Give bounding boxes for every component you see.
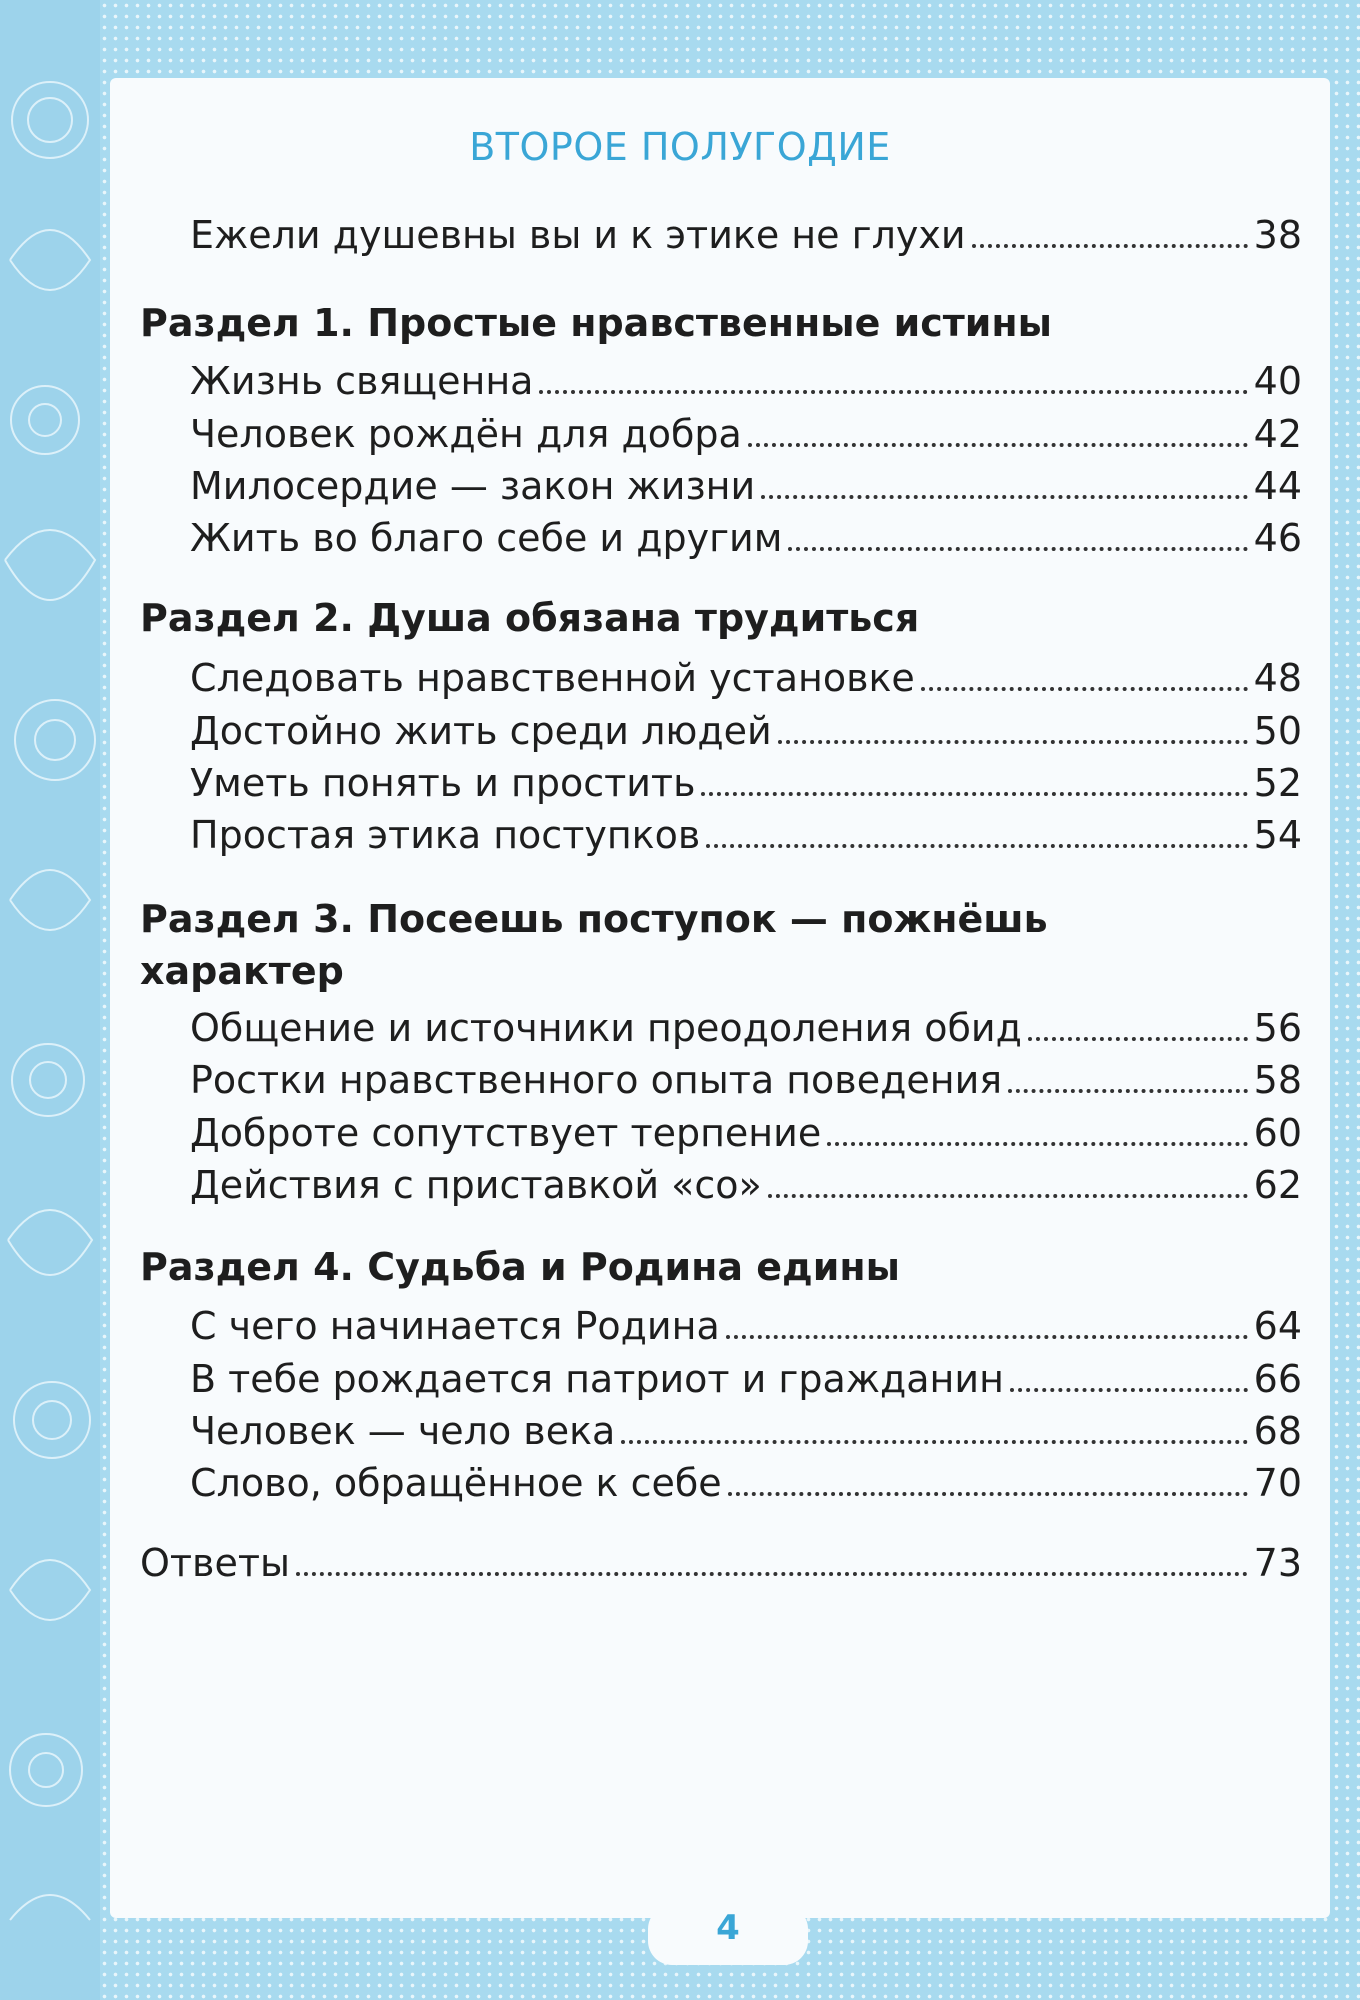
- toc-entry-title: Доброте сопутствует терпение: [190, 1111, 822, 1155]
- toc-leader-dots: [768, 1194, 1248, 1198]
- toc-entry-title: Человек — чело века: [190, 1409, 616, 1453]
- toc-entry-title: Ростки нравственного опыта поведения: [190, 1058, 1003, 1102]
- toc-entry-page: 50: [1253, 709, 1302, 753]
- toc-entry-title: Следовать нравственной установке: [190, 656, 915, 700]
- toc-entry-page: 56: [1253, 1006, 1302, 1050]
- toc-entry-title: Ежели душевны вы и к этике не глухи: [190, 213, 966, 257]
- toc-entry-title: Уметь понять и простить: [190, 761, 696, 805]
- toc-entry-title: Жить во благо себе и другим: [190, 516, 783, 560]
- toc-entry: [190, 411, 1302, 457]
- toc-entry-page: 64: [1253, 1304, 1302, 1348]
- toc-leader-dots: [921, 687, 1248, 691]
- toc-entry-title: Действия с приставкой «со»: [190, 1163, 762, 1207]
- toc-leader-dots: [1028, 1037, 1248, 1041]
- toc-entry-page: 44: [1253, 464, 1302, 508]
- toc-leader-dots: [827, 1142, 1247, 1146]
- toc-leader-dots: [788, 547, 1247, 551]
- half-year-heading: ВТОРОЕ ПОЛУГОДИЕ: [469, 125, 891, 169]
- toc-entry-title: В тебе рождается патриот и гражданин: [190, 1357, 1004, 1401]
- toc-entry-page: 62: [1253, 1163, 1302, 1207]
- section-heading: Раздел 3. Посеешь поступок — пожнёшь характер: [140, 897, 1048, 993]
- toc-entry-title: С чего начинается Родина: [190, 1304, 720, 1348]
- toc-entry: [190, 1110, 1302, 1156]
- toc-leader-dots: [972, 244, 1248, 248]
- toc-entry: [190, 1162, 1302, 1208]
- toc-entry-page: 42: [1253, 412, 1302, 456]
- toc-entry: [190, 655, 1302, 701]
- toc-entry-page: 68: [1253, 1409, 1302, 1453]
- toc-entry-title: Милосердие — закон жизни: [190, 464, 756, 508]
- toc-entry: [190, 1460, 1302, 1506]
- toc-leader-dots: [726, 1335, 1248, 1339]
- toc-entry-page: 48: [1253, 656, 1302, 700]
- toc-entry: [190, 1408, 1302, 1454]
- toc-entry-page: 38: [1253, 213, 1302, 257]
- toc-entry-title: Человек рождён для добра: [190, 412, 742, 456]
- toc-entry-title: Простая этика поступков: [190, 813, 701, 857]
- toc-entry-title: Ответы: [140, 1541, 290, 1585]
- toc-entry: [190, 358, 1302, 404]
- toc-entry: [190, 463, 1302, 509]
- toc-entry-page: 54: [1253, 813, 1302, 857]
- toc-entry-page: 70: [1253, 1461, 1302, 1505]
- toc-leader-dots: [748, 443, 1248, 447]
- toc-entry-title: Достойно жить среди людей: [190, 709, 772, 753]
- toc-leader-dots: [701, 792, 1247, 796]
- section-heading: Раздел 4. Судьба и Родина едины: [140, 1245, 900, 1289]
- toc-entry: [190, 1356, 1302, 1402]
- section-heading: Раздел 1. Простые нравственные истины: [140, 301, 1053, 345]
- toc-leader-dots: [761, 495, 1247, 499]
- paper-page: [110, 78, 1330, 1918]
- toc-leader-dots: [539, 390, 1247, 394]
- toc-entry-page: 52: [1253, 761, 1302, 805]
- toc-entry-page: 40: [1253, 359, 1302, 403]
- toc-entry: [190, 1057, 1302, 1103]
- toc-entry: [190, 212, 1302, 258]
- toc-entry: [190, 812, 1302, 858]
- toc-leader-dots: [1008, 1089, 1248, 1093]
- floral-ornament-border: [0, 0, 100, 2000]
- toc-entry: [190, 760, 1302, 806]
- toc-leader-dots: [296, 1572, 1248, 1576]
- toc-entry-page: 58: [1253, 1058, 1302, 1102]
- toc-entry-answers: [140, 1540, 1302, 1586]
- page-number: 4: [716, 1908, 740, 1948]
- toc-entry-page: 60: [1253, 1111, 1302, 1155]
- toc-entry: [190, 708, 1302, 754]
- toc-leader-dots: [1010, 1388, 1248, 1392]
- toc-entry-title: Общение и источники преодоления обид: [190, 1006, 1022, 1050]
- toc-entry-page: 73: [1253, 1541, 1302, 1585]
- toc-entry-title: Слово, обращённое к себе: [190, 1461, 722, 1505]
- section-heading: Раздел 2. Душа обязана трудиться: [140, 596, 920, 640]
- toc-entry: [190, 515, 1302, 561]
- toc-leader-dots: [728, 1492, 1248, 1496]
- toc-entry: [190, 1005, 1302, 1051]
- toc-entry-title: Жизнь священна: [190, 359, 534, 403]
- toc-entry-page: 66: [1253, 1357, 1302, 1401]
- toc-entry: [190, 1303, 1302, 1349]
- toc-leader-dots: [778, 740, 1248, 744]
- toc-leader-dots: [706, 844, 1247, 848]
- toc-leader-dots: [621, 1440, 1247, 1444]
- toc-entry-page: 46: [1253, 516, 1302, 560]
